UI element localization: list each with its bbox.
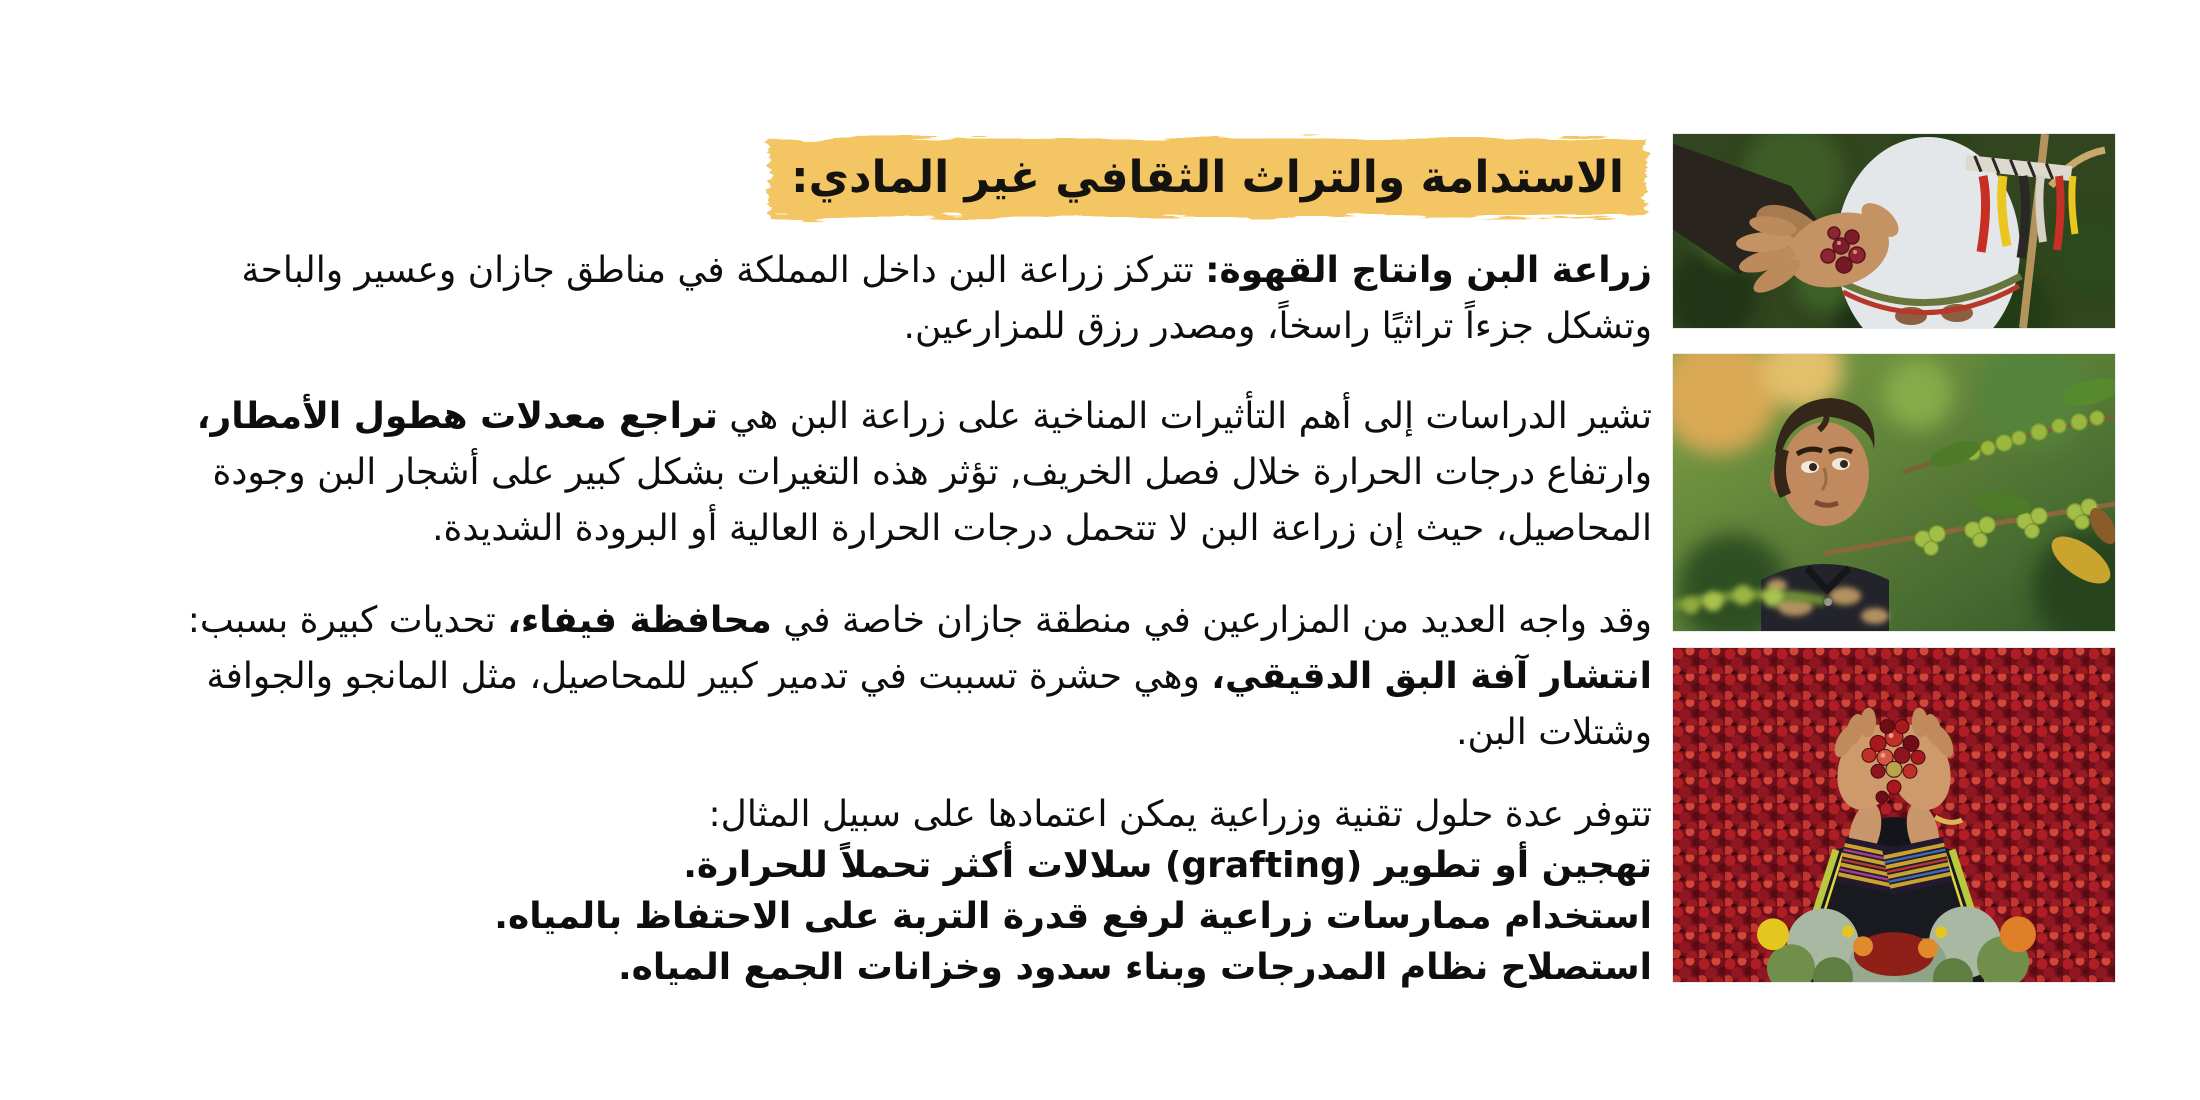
photo-hand-coffee-cherries xyxy=(1672,133,2116,329)
bold-run: محافظة فيفاء، xyxy=(507,600,772,641)
bold-run: زراعة البن وانتاج القهوة: xyxy=(1205,250,1652,291)
section-heading xyxy=(763,133,1652,223)
text-line xyxy=(60,243,1652,299)
text-run: وقد واجه العديد من المزارعين في منطقة جازان خاصة في xyxy=(771,600,1652,641)
paragraph xyxy=(60,389,1652,557)
text-line xyxy=(60,299,1652,355)
bold-run: انتشار آفة البق الدقيقي، xyxy=(1211,656,1652,697)
bold-run: تراجع معدلات هطول الأمطار، xyxy=(196,396,718,437)
bold-run: استصلاح نظام المدرجات وبناء سدود وخزانات الجمع المياه. xyxy=(617,947,1652,988)
text-line xyxy=(60,705,1652,761)
photo-illustration xyxy=(1673,354,2115,631)
text-run: المحاصيل، حيث إن زراعة البن لا تتحمل درجات الحرارة العالية أو البرودة الشديدة. xyxy=(432,508,1652,549)
text-run: تشير الدراسات إلى أهم التأثيرات المناخية على زراعة البن هي xyxy=(717,396,1652,437)
photo-boy-coffee-plants xyxy=(1672,353,2116,632)
text-line xyxy=(60,445,1652,501)
text-line xyxy=(60,389,1652,445)
heading-row xyxy=(60,133,1652,223)
text-run: وهي حشرة تسببت في تدمير كبير للمحاصيل، مثل المانجو والجوافة xyxy=(206,656,1212,697)
text-run: وشتلات البن. xyxy=(1456,712,1652,753)
text-run: تتركز زراعة البن داخل المملكة في مناطق جازان وعسير والباحة xyxy=(241,250,1206,291)
body-text xyxy=(60,243,1652,993)
text-line xyxy=(60,789,1652,840)
text-run: وارتفاع درجات الحرارة خلال فصل الخريف, تؤثر هذه التغيرات بشكل كبير على أشجار البن وجودة xyxy=(212,452,1652,493)
text-line xyxy=(60,891,1652,942)
photo-hands-cherry-harvest xyxy=(1672,647,2116,983)
paragraph xyxy=(60,243,1652,355)
text-run: تحديات كبيرة بسبب: xyxy=(187,600,508,641)
text-run: وتشكل جزءاً تراثيًا راسخاً، ومصدر رزق للمزارعين. xyxy=(903,306,1652,347)
text-line xyxy=(60,942,1652,993)
photo-illustration xyxy=(1673,648,2115,982)
paragraph xyxy=(60,593,1652,761)
text-line xyxy=(60,649,1652,705)
text-line xyxy=(60,840,1652,891)
bold-run: تهجين أو تطوير (grafting) سلالات أكثر تحملاً للحرارة. xyxy=(683,845,1652,886)
text-line xyxy=(60,593,1652,649)
bold-run: استخدام ممارسات زراعية لرفع قدرة التربة على الاحتفاظ بالمياه. xyxy=(494,896,1652,937)
photo-illustration xyxy=(1673,134,2115,328)
text-column xyxy=(60,133,1652,993)
page-title: الاستدامة والتراث الثقافي غير المادي: xyxy=(791,152,1624,203)
text-line xyxy=(60,501,1652,557)
paragraph xyxy=(60,789,1652,993)
text-run: تتوفر عدة حلول تقنية وزراعية يمكن اعتمادها على سبيل المثال: xyxy=(708,794,1652,835)
